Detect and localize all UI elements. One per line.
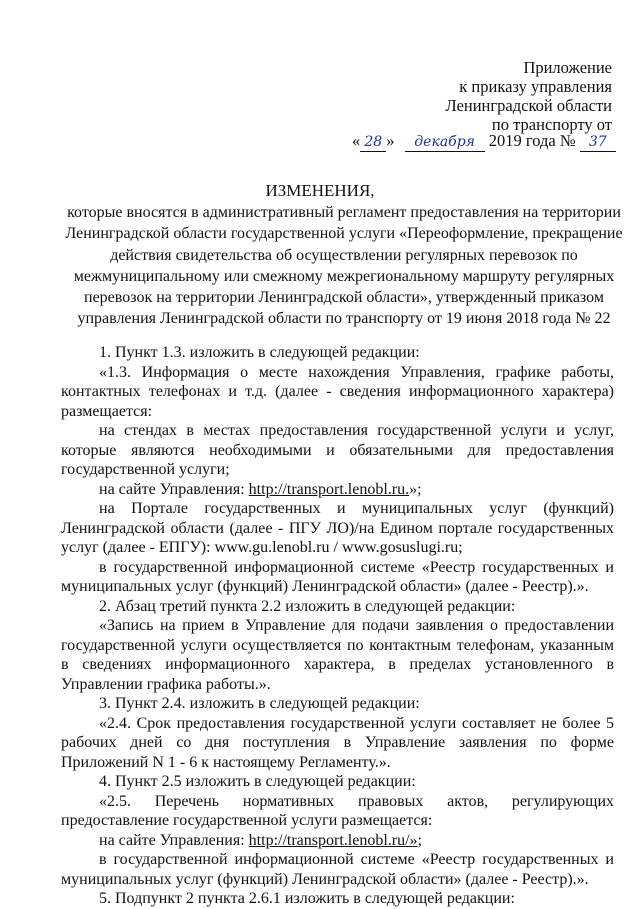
annex-line: по транспорту от <box>491 115 612 134</box>
paragraph-text: »; <box>409 480 422 498</box>
annex-block <box>446 58 613 134</box>
paragraph: «1.3. Информация о месте нахождения Управления, графике работы, контактных телефонах и т.д. (далее - сведения информационного характера) размещается: <box>61 363 614 420</box>
paragraph: 1. Пункт 1.3. изложить в следующей редакции: <box>99 344 420 361</box>
paragraph: 2. Абзац третий пункта 2.2 изложить в следующей редакции: <box>99 597 516 615</box>
website-link[interactable]: http://transport.lenobl.ru/» <box>248 831 418 849</box>
number-sign: № <box>559 131 576 150</box>
paragraph: на стендах в местах предоставления государственной услуги и услуг, которые являются необходимыми и обязательными для предоставления государственной услуги; <box>61 422 614 478</box>
close-quote: » <box>386 131 395 150</box>
paragraph-text: ; <box>417 831 422 849</box>
paragraph: «Запись на прием в Управление для подачи заявления о предоставлении государственной услуги осуществляется по контактным телефонам, указанным в сведениях информационного характера, в пределах установленного в Управлении графика работы.». <box>61 617 614 693</box>
annex-line: Ленинградской области <box>445 96 612 115</box>
annex-line: к приказу управления <box>459 77 612 96</box>
paragraph: 3. Пункт 2.4. изложить в следующей редакции: <box>99 695 420 712</box>
order-number: 37 <box>580 134 616 152</box>
paragraph <box>61 480 614 500</box>
document-subtitle: которые вносятся в административный регламент предоставления на территории Ленинградской области государственной услуги «Переоформление, прекращение действия свидетельства об осуществлении регулярных перевозок по межмуниципальному или смежному межрегиональному маршруту регулярных перевозок на территории Ленинградской области», утвержденный приказом управления Ленинградской области по транспорту от 19 июня 2018 года № 22 <box>65 204 623 328</box>
order-day: 28 <box>360 134 386 152</box>
paragraph-text: на сайте Управления: <box>99 831 249 849</box>
paragraph: в государственной информационной системе «Реестр государственных и муниципальных услуг (функций) Ленинградской области» (далее - Реестр).». <box>61 558 614 595</box>
paragraph: 4. Пункт 2.5 изложить в следующей редакции: <box>99 773 416 790</box>
document-title: ИЗМЕНЕНИЯ, <box>265 181 375 200</box>
paragraph: 5. Подпункт 2 пункта 2.6.1 изложить в следующей редакции: <box>99 890 515 907</box>
paragraph: в государственной информационной системе «Реестр государственных и муниципальных услуг (функций) Ленинградской области» (далее - Реестр).». <box>61 851 614 888</box>
website-link[interactable]: http://transport.lenobl.ru. <box>248 480 410 498</box>
order-month: декабря <box>405 134 485 152</box>
order-year: 2019 года <box>488 131 556 150</box>
open-quote: « <box>352 131 361 150</box>
document-body <box>61 343 614 909</box>
paragraph: «2.5. Перечень нормативных правовых актов, регулирующих предоставление государственной услуги размещается: <box>61 792 614 829</box>
paragraph: «2.4. Срок предоставления государственной услуги составляет не более 5 рабочих дней со дня поступления в Управление заявления по форме Приложений N 1 - 6 к настоящему Регламенту.». <box>61 714 614 771</box>
paragraph: на Портале государственных и муниципальных услуг (функций) Ленинградской области (далее - ПГУ ЛО)/на Едином портале государственных услуг (далее - ЕПГУ): www.gu.lenobl.ru / www.gosuslugi.ru; <box>61 500 614 556</box>
paragraph <box>61 831 614 851</box>
paragraph-text: на сайте Управления: <box>99 480 249 498</box>
order-date-line <box>352 131 616 152</box>
annex-line: Приложение <box>523 58 612 77</box>
